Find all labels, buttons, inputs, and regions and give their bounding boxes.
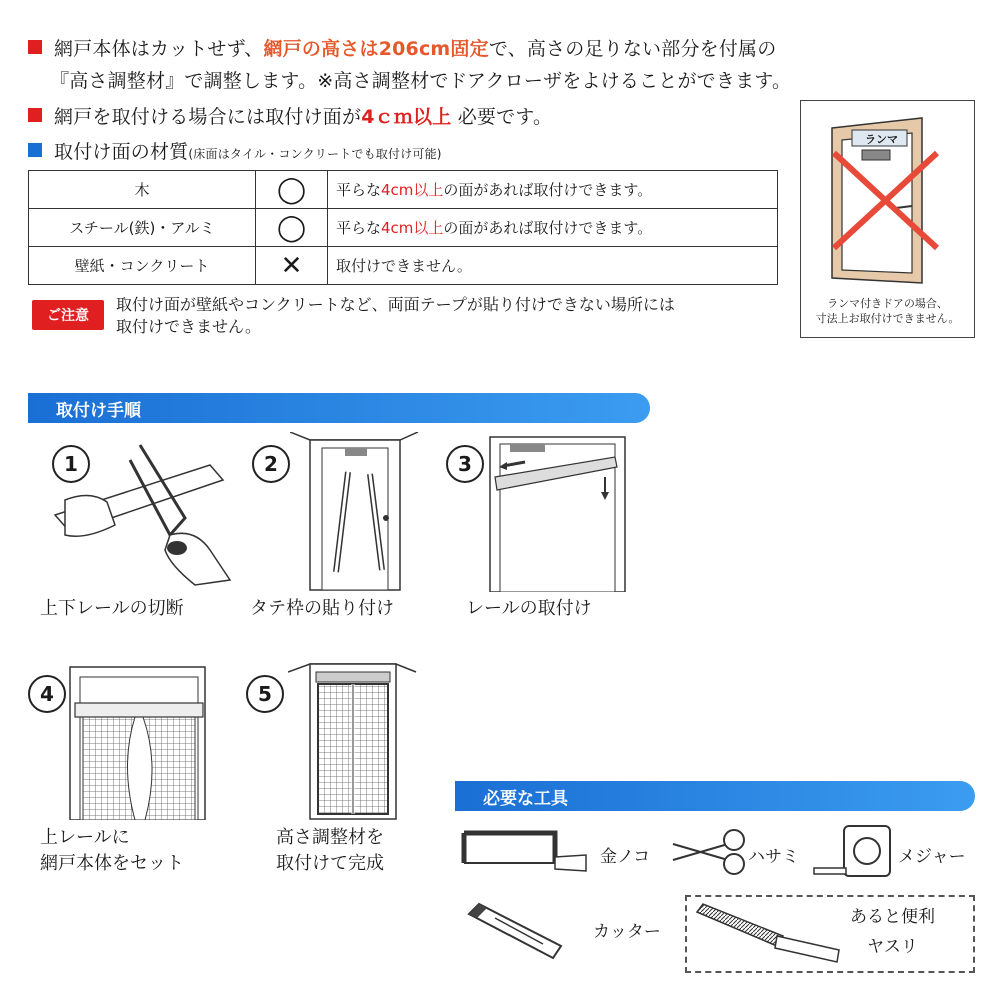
material-desc: 平らな4cm以上の面があれば取付けできます。 (328, 209, 778, 247)
red-square-icon (28, 108, 42, 122)
hacksaw-label: 金ノコ (600, 847, 651, 867)
blue-square-icon (28, 143, 42, 157)
materials-table (28, 170, 778, 285)
ranma-caption: ランマ付きドアの場合、 寸法上お取付けできません。 (815, 297, 960, 325)
min-width-highlight: 4ｃｍ以上 (361, 106, 452, 128)
intro-line-1-pre: 網戸本体はカットせず、 (54, 38, 264, 60)
ranma-label: ランマ (865, 133, 898, 146)
table-row (29, 247, 778, 285)
step-3-number: 3 (446, 445, 484, 483)
hacksaw-icon (460, 827, 590, 875)
step-5-number: 5 (246, 675, 284, 713)
red-square-icon (28, 40, 42, 54)
circle-mark-icon: ◯ (256, 171, 328, 209)
saw-cutting-illustration (45, 440, 235, 590)
step-4-label: 上レールに 網戸本体をセット (40, 827, 184, 874)
intro-line-1 (54, 34, 776, 61)
intro-line-3 (54, 102, 552, 129)
cutter-icon (465, 898, 575, 963)
intro-line-1-post: で、高さの足りない部分を付属の (488, 38, 777, 60)
scissors-icon (668, 826, 748, 876)
material-name: 木 (29, 171, 256, 209)
step-5-label: 高さ調整材を 取付けて完成 (276, 827, 384, 874)
material-note: (床面はタイル・コンクリートでも取付け可能) (188, 147, 442, 161)
material-name: 壁紙・コンクリート (29, 247, 256, 285)
intro-line-4 (54, 137, 442, 164)
caution-line-2: 取付けできません。 (116, 317, 261, 336)
caution-badge: ご注意 (32, 300, 104, 330)
side-frame-illustration (290, 432, 420, 592)
tools-header: 必要な工具 (455, 781, 975, 811)
tape-measure-icon (812, 822, 892, 882)
table-row (29, 171, 778, 209)
screen-set-illustration (65, 665, 210, 820)
file-rasp-icon (693, 900, 843, 966)
material-heading: 取付け面の材質 (54, 141, 189, 163)
rail-install-illustration (485, 432, 630, 592)
step-2-label: タテ枠の貼り付け (250, 598, 394, 619)
circle-mark-icon: ◯ (256, 209, 328, 247)
material-desc: 平らな4cm以上の面があれば取付けできます。 (328, 171, 778, 209)
fixed-height-highlight: 網戸の高さは206cm固定 (263, 38, 489, 60)
scissors-label: ハサミ (748, 847, 799, 867)
intro-line-3-pre: 網戸を取付ける場合には取付け面が (54, 106, 362, 128)
material-desc: 取付けできません。 (328, 247, 778, 285)
cutter-label: カッター (593, 922, 661, 942)
intro-line-2: 『高さ調整材』で調整します。※高さ調整材でドアクローザをよけることができます。 (50, 70, 792, 92)
complete-illustration (288, 662, 418, 822)
tape-measure-label: メジャー (898, 847, 966, 867)
step-2-number: 2 (252, 445, 290, 483)
intro-line-3-post: 必要です。 (457, 106, 553, 128)
optional-label: あると便利 ヤスリ (850, 907, 935, 957)
caution-text (116, 294, 675, 338)
step-1-number: 1 (52, 445, 90, 483)
cross-mark-icon: ✕ (256, 247, 328, 285)
step-1-label: 上下レールの切断 (40, 598, 184, 619)
table-row (29, 209, 778, 247)
material-name: スチール(鉄)・アルミ (29, 209, 256, 247)
steps-header: 取付け手順 (28, 393, 650, 423)
step-3-label: レールの取付け (466, 598, 592, 619)
caution-line-1: 取付け面が壁紙やコンクリートなど、両面テープが貼り付けできない場所には (116, 295, 675, 314)
step-4-number: 4 (28, 675, 66, 713)
